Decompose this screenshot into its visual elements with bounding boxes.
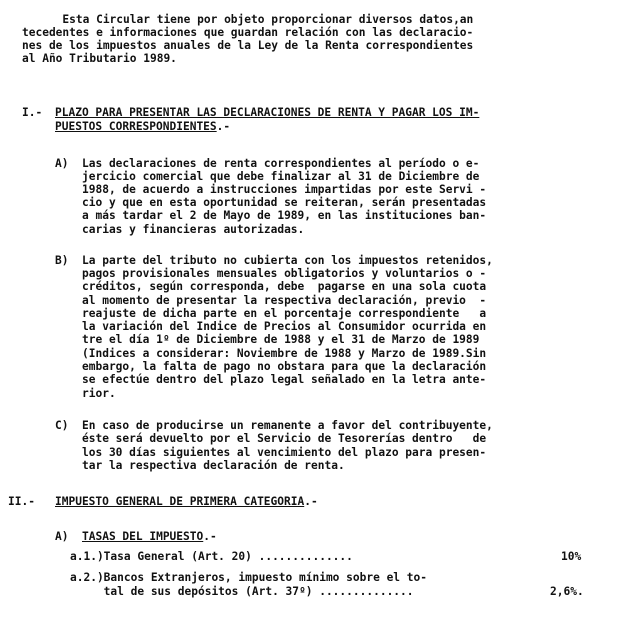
item-a-line: jercicio comercial que debe finalizar al 31 de Diciembre de [82, 170, 480, 183]
item-b-line: embargo, la falta de pago no obstara para que la declaración [82, 360, 487, 373]
section-1-number: I.- [22, 106, 43, 119]
section-1-title-line2: PUESTOS CORRESPONDIENTES [55, 120, 217, 133]
sub-a-title: TASAS DEL IMPUESTO [82, 530, 204, 543]
section-1-title-line2-wrap [55, 120, 230, 133]
sub-a-title-wrap [82, 530, 217, 543]
sub-a-title-suffix: .- [203, 530, 217, 543]
item-b-line: La parte del tributo no cubierta con los impuestos retenidos, [82, 254, 493, 267]
intro-line: nes de los impuestos anuales de la Ley de la Renta correspondientes [22, 39, 474, 52]
item-b-line: créditos, según corresponda, debe pagarse en una sola cuota [82, 280, 487, 293]
item-b-line: (Indices a considerar: Noviembre de 1988 y Marzo de 1989.Sin [82, 347, 487, 360]
item-b-line: se efectúe dentro del plazo legal señalado en la letra ante- [82, 373, 487, 386]
item-a-line: Las declaraciones de renta correspondientes al período o e- [82, 157, 480, 170]
item-a-line: carias y financieras autorizadas. [82, 223, 305, 236]
section-1-title-line1: PLAZO PARA PRESENTAR LAS DECLARACIONES DE RENTA Y PAGAR LOS IM- [55, 106, 480, 119]
sub-a-marker: A) [55, 530, 69, 543]
item-b-line: tre el día 1º de Diciembre de 1988 y el 31 de Marzo de 1989 [82, 333, 480, 346]
rate-a2-value: 2,6%. [550, 585, 584, 598]
rate-a1-value: 10% [561, 550, 582, 563]
item-a-marker: A) [55, 157, 69, 170]
section-2-number: II.- [8, 495, 35, 508]
item-c-marker: C) [55, 419, 69, 432]
intro-line: tecedentes e informaciones que guardan relación con las declaracio- [22, 26, 474, 39]
intro-line: Esta Circular tiene por objeto proporcionar diversos datos,an [22, 13, 474, 26]
item-c-line: éste será devuelto por el Servicio de Tesorerías dentro de [82, 432, 487, 445]
item-b-line: al momento de presentar la respectiva declaración, previo - [82, 294, 487, 307]
item-b-line: reajuste de dicha parte en el porcentaje correspondiente a [82, 307, 487, 320]
item-a-line: cio y que en esta oportunidad se reiteran, serán presentadas [82, 196, 487, 209]
section-1-title-suffix: .- [216, 120, 231, 133]
item-c-line: los 30 días siguientes al vencimiento del plazo para presen- [82, 446, 487, 459]
item-b-line: rior. [82, 387, 116, 400]
rate-a2-label: a.2.)Bancos Extranjeros, impuesto mínimo sobre el to- [70, 571, 427, 584]
rate-a1-label: a.1.)Tasa General (Art. 20) .............. [70, 550, 353, 563]
item-b-line: la variación del Indice de Precios al Consumidor ocurrida en [82, 320, 487, 333]
item-a-line: 1988, de acuerdo a instrucciones impartidas por este Servi - [82, 183, 487, 196]
item-b-line: pagos provisionales mensuales obligatorios y voluntarios o - [82, 267, 487, 280]
item-b-marker: B) [55, 254, 69, 267]
intro-line: al Año Tributario 1989. [22, 52, 177, 65]
section-2-title-wrap [55, 495, 318, 508]
item-a-line: a más tardar el 2 de Mayo de 1989, en las instituciones ban- [82, 209, 487, 222]
rate-a2-label-cont: tal de sus depósitos (Art. 37º) .............. [70, 585, 414, 598]
section-2-title-suffix: .- [304, 495, 318, 508]
section-2-title: IMPUESTO GENERAL DE PRIMERA CATEGORIA [55, 495, 305, 508]
item-c-line: tar la respectiva declaración de renta. [82, 459, 345, 472]
item-c-line: En caso de producirse un remanente a favor del contribuyente, [82, 419, 493, 432]
